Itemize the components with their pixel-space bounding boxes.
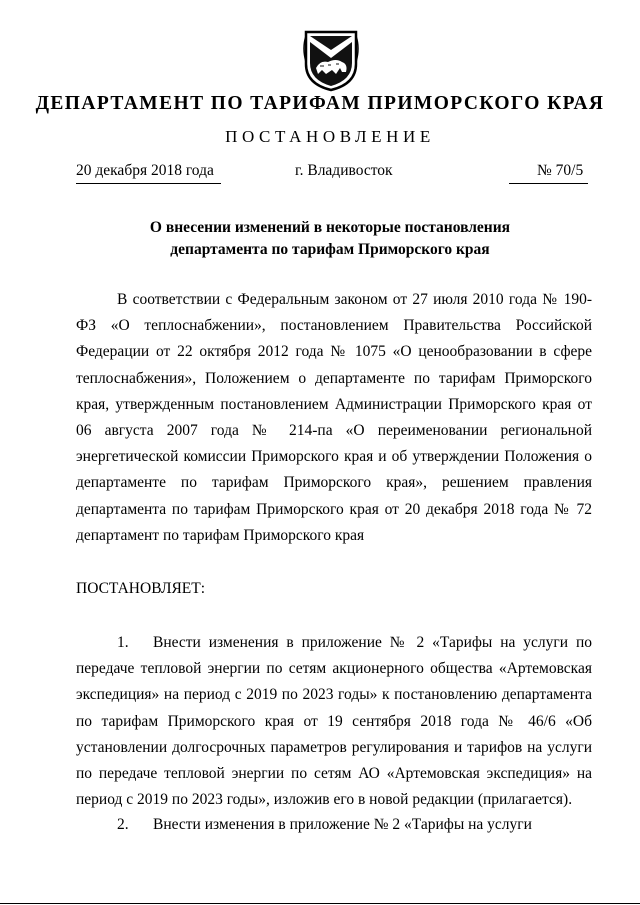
- item-text: Внести изменения в приложение № 2 «Тарифы на услуги: [153, 816, 532, 833]
- department-title: ДЕПАРТАМЕНТ ПО ТАРИФАМ ПРИМОРСКОГО КРАЯ: [35, 93, 605, 114]
- preamble-paragraph: В соответствии с Федеральным законом от 27 июля 2010 года № 190-ФЗ «О теплоснабжении», постановлением Правительства Российской Федерации от 22 октября 2012 года № 1075 «О ценообразовании в сфере теплоснабжения», Положением о департаменте по тарифам Приморского края, утвержденным постановлением Администрации Приморского края от 06 августа 2007 года № 214-па «О переименовании региональной энергетической комиссии Приморского края и об утверждении Положения о департаменте по тарифам Приморского края», решением правления департамента по тарифам Приморского края от 20 декабря 2018 года № 72 департамент по тарифам Приморского края: [76, 291, 592, 544]
- decree-number: № 70/5: [537, 162, 584, 179]
- number-underline: [509, 183, 588, 184]
- list-item: [76, 630, 592, 813]
- decree-subject: [0, 217, 640, 261]
- item-number: 2.: [117, 816, 129, 833]
- decree-date: 20 декабря 2018 года: [76, 162, 214, 179]
- subject-line-2: департамента по тарифам Приморского края: [170, 241, 490, 258]
- item-text: Внести изменения в приложение № 2 «Тарифы на услуги по передаче тепловой энергии по сетям акционерного общества «Артемовская экспедиция» на период с 2019 по 2023 годы» к постановлению департамента по тарифам Приморского края от 19 сентября 2018 года № 46/6 «Об установлении долгосрочных параметров регулирования и тарифов на услуги по передаче тепловой энергии по сетям АО «Артемовская экспедиция» на период с 2019 по 2023 годы», изложив его в новой редакции (прилагается).: [76, 634, 592, 809]
- item-number: 1.: [117, 634, 129, 651]
- resolves-heading: ПОСТАНОВЛЯЕТ:: [76, 580, 206, 597]
- document-type: ПОСТАНОВЛЕНИЕ: [225, 127, 435, 146]
- decree-city: г. Владивосток: [295, 162, 393, 179]
- page-edge: [0, 903, 640, 904]
- coat-of-arms-icon: [298, 28, 364, 92]
- list-item: [76, 812, 592, 838]
- subject-line-1: О внесении изменений в некоторые постановления: [149, 219, 511, 236]
- date-underline: [76, 183, 221, 184]
